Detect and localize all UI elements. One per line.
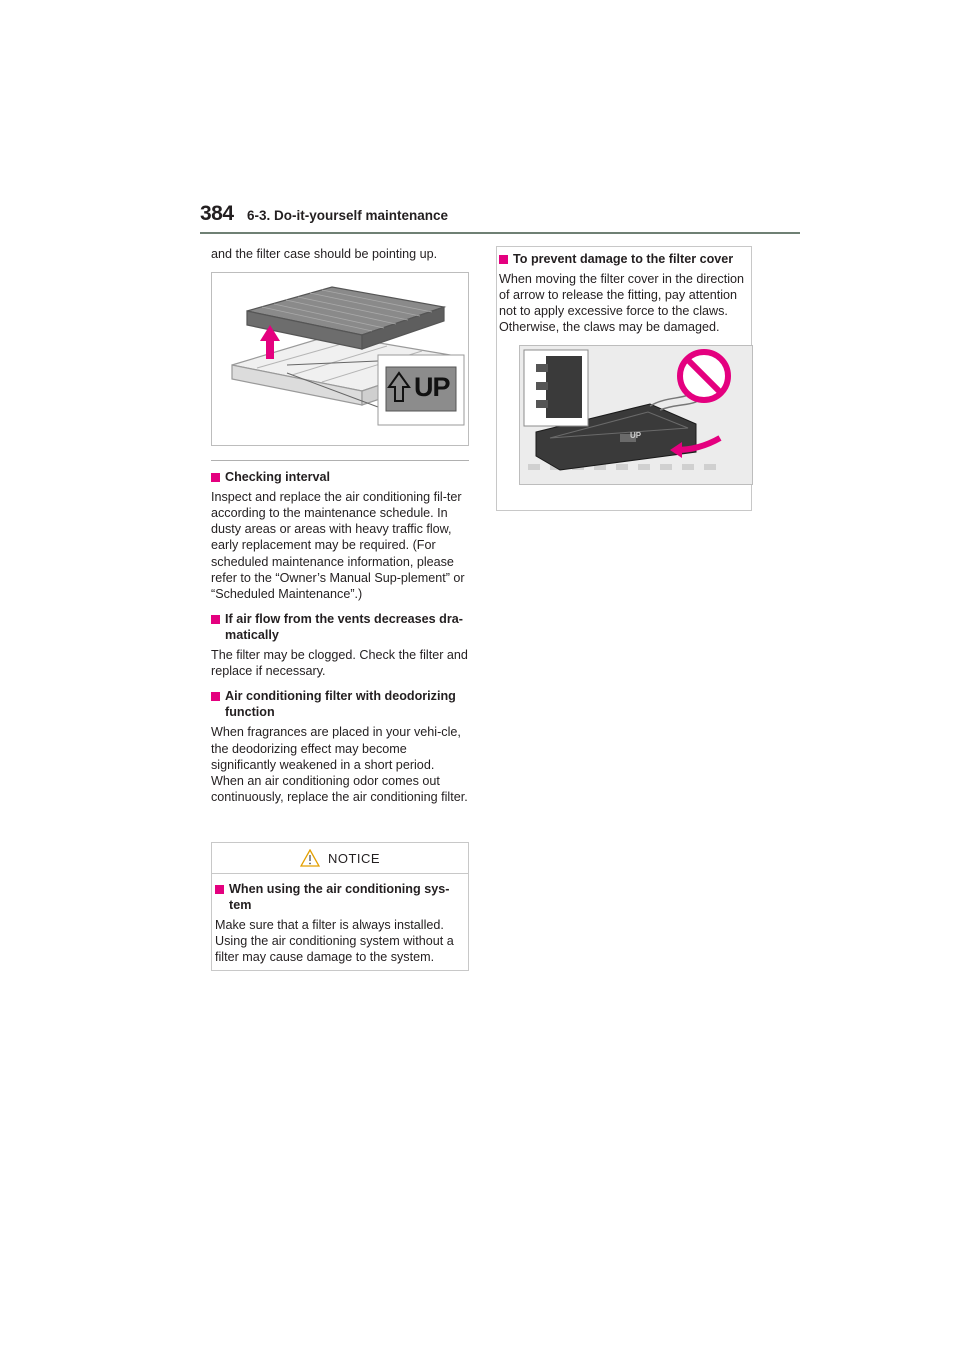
- bullet-square-icon: [211, 615, 220, 624]
- section-body: When fragrances are placed in your vehi-cle, the deodorizing effect may become significantly weakened in a short period. When an air conditioning odor comes out continuously, replace the air conditioning filter.: [211, 725, 468, 804]
- page-number: 384: [200, 202, 234, 225]
- bullet-square-icon: [215, 885, 224, 894]
- filter-figure: [211, 272, 469, 446]
- notice-body: [212, 874, 468, 965]
- notice-box: [211, 842, 469, 971]
- bullet-square-icon: [211, 692, 220, 701]
- section-airflow: [211, 611, 469, 679]
- section-checking-interval: [211, 469, 469, 602]
- warning-triangle-icon: [300, 849, 320, 867]
- notice-text: Make sure that a filter is always installed. Using the air conditioning system without a filter may cause damage to the system.: [215, 918, 454, 965]
- header-rule: [200, 232, 800, 234]
- right-column: [496, 246, 752, 511]
- info-heading: [499, 251, 749, 267]
- filter-illustration: [212, 273, 468, 445]
- section-heading-text: If air flow from the vents decreases dra-matically: [225, 611, 463, 642]
- intro-text: and the filter case should be pointing up.: [211, 247, 438, 261]
- info-heading-text: To prevent damage to the filter cover: [513, 252, 734, 266]
- section-body: Inspect and replace the air conditioning fil-ter according to the maintenance schedule. In dusty areas or areas with heavy traffic flow, early replacement may be required. (For scheduled maintenance information, please refer to the “Owner’s Manual Sup-plement” or “Scheduled Maintenance”.): [211, 490, 465, 601]
- info-box: [496, 246, 752, 511]
- cover-up-label: UP: [630, 431, 642, 441]
- filter-cover-illustration: [520, 346, 752, 484]
- section-heading: [211, 688, 469, 720]
- info-body: When moving the filter cover in the direction of arrow to release the fitting, pay attention not to apply excessive force to the claws. Otherwise, the claws may be damaged.: [499, 272, 744, 335]
- section-heading: [211, 611, 469, 643]
- notice-heading: [215, 881, 466, 913]
- section-title: 6-3. Do-it-yourself maintenance: [247, 208, 449, 223]
- section-heading-text: Checking interval: [225, 470, 330, 485]
- bullet-square-icon: [499, 255, 508, 264]
- filter-cover-figure: [519, 345, 753, 485]
- up-label: UP: [414, 372, 450, 403]
- section-heading: [211, 469, 469, 485]
- notice-header: [212, 843, 468, 874]
- section-divider: [211, 460, 469, 461]
- notice-label: NOTICE: [327, 850, 381, 866]
- notice-heading-text: When using the air conditioning sys-tem: [229, 882, 450, 913]
- section-body: The filter may be clogged. Check the filter and replace if necessary.: [211, 648, 468, 679]
- section-heading-text: Air conditioning filter with deodorizing function: [225, 689, 456, 720]
- section-deodorizing: [211, 688, 469, 805]
- bullet-square-icon: [211, 473, 220, 482]
- left-column: [211, 246, 469, 814]
